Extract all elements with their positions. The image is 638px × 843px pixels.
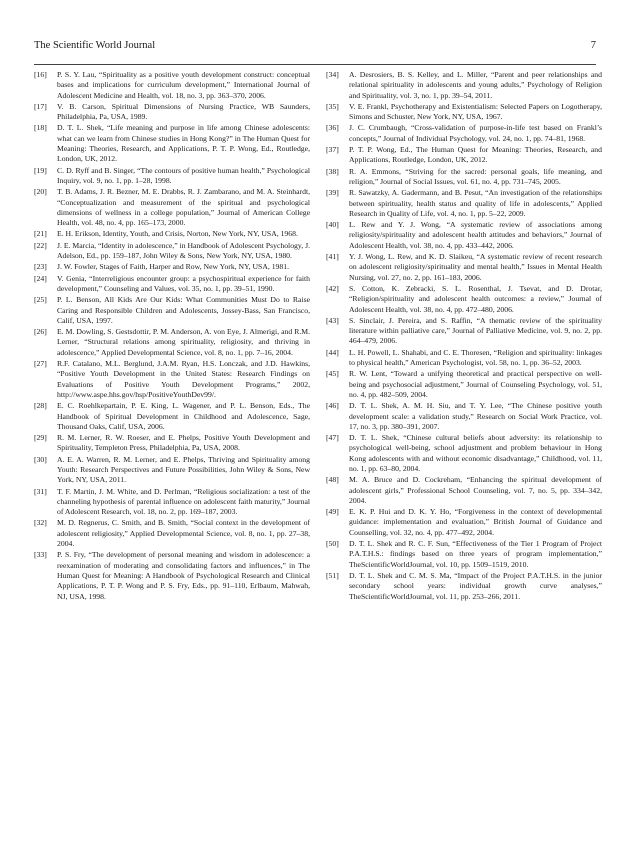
reference-entry	[326, 571, 602, 602]
reference-number: [46]	[326, 401, 339, 411]
reference-text: P. S. Y. Lau, “Spirituality as a positive youth development construct: conceptual bases and implications for curriculum development,” International Journal of Adolescent Medicine and Health, vol. 18, no. 3, pp. 363–370, 2006.	[57, 70, 310, 100]
reference-entry	[326, 401, 602, 432]
reference-text: E. C. Roehlkepartain, P. E. King, L. Wagener, and P. L. Benson, Eds., The Handbook of Spiritual Development in Childhood and Adolescence, Sage, Thousand Oaks, Calif, USA, 2006.	[57, 401, 310, 431]
reference-text: D. T. L. Shek and R. C. F. Sun, “Effectiveness of the Tier 1 Program of Project P.A.T.H.S.: findings based on three years of program implementation,” TheScientificWorldJournal, vol. 10, pp. 1509–1519, 2010.	[349, 539, 602, 569]
reference-number: [30]	[34, 454, 47, 464]
reference-number: [16]	[34, 70, 47, 79]
reference-entry	[34, 102, 310, 123]
reference-entry	[34, 433, 310, 454]
reference-entry	[34, 241, 310, 262]
reference-entry	[326, 507, 602, 538]
reference-entry	[34, 166, 310, 187]
reference-number: [38]	[326, 166, 339, 176]
reference-entry	[326, 252, 602, 283]
reference-entry	[326, 369, 602, 400]
reference-number: [33]	[34, 550, 47, 560]
reference-number: [24]	[34, 273, 47, 283]
reference-number: [28]	[34, 401, 47, 411]
reference-text: Y. J. Wong, L. Rew, and K. D. Slaikeu, “A systematic review of recent research on adolescent religiosity/spirituality and mental health,” Issues in Mental Health Nursing, vol. 27, no. 2, pp. 161–183, 2006.	[349, 252, 602, 282]
reference-number: [31]	[34, 486, 47, 496]
reference-number: [45]	[326, 369, 339, 379]
reference-entry	[34, 70, 310, 101]
reference-text: J. E. Marcia, “Identity in adolescence,” in Handbook of Adolescent Psychology, J. Adelson, Ed., pp. 159–187, John Wiley & Sons, New York, NY, USA, 1980.	[57, 240, 310, 261]
reference-number: [25]	[34, 295, 47, 305]
reference-text: D. T. L. Shek, “Life meaning and purpose in life among Chinese adolescents: what can we learn from Chinese studies in Hong Kong?” in The Human Quest for Meaning: Theories, Research, and Applications, P. T. P. Wong, Ed., Routledge, London, UK, 2012.	[57, 123, 310, 164]
reference-entry	[34, 123, 310, 164]
reference-number: [39]	[326, 188, 339, 198]
reference-entry	[34, 274, 310, 295]
reference-entry	[34, 518, 310, 549]
reference-number: [20]	[34, 187, 47, 197]
reference-number: [48]	[326, 475, 339, 485]
reference-number: [34]	[326, 70, 339, 79]
reference-entry	[326, 475, 602, 506]
reference-number: [22]	[34, 240, 47, 250]
reference-number: [26]	[34, 327, 47, 337]
reference-number: [32]	[34, 518, 47, 528]
reference-text: T. B. Adams, J. R. Bezner, M. E. Drabbs, R. J. Zambarano, and M. A. Steinhardt, “Conceptualization and measurement of the spiritual and psychological dimensions of wellness in a college population,” Journal of American College Health, vol. 48, no. 4, pp. 165–173, 2000.	[57, 187, 310, 228]
reference-text: T. F. Martin, J. M. White, and D. Perlman, “Religious socialization: a test of the channeling hypothesis of parental influence on adolescent faith maturity,” Journal of Adolescent Research, vol. 18, no. 2, pp. 169–187, 2003.	[57, 486, 310, 517]
reference-entry	[34, 455, 310, 486]
reference-number: [47]	[326, 433, 339, 443]
reference-text: D. T. L. Shek and C. M. S. Ma, “Impact of the Project P.A.T.H.S. in the junior secondary school years: individual growth curve analyses,” TheScientificWorldJournal, vol. 11, pp. 253–266, 2011.	[349, 570, 602, 601]
reference-number: [23]	[34, 262, 47, 272]
reference-text: A. Desrosiers, B. S. Kelley, and L. Miller, “Parent and peer relationships and relational spirituality in adolescents and young adults,” Psychology of Religion and Spirituality, vol. 3, no. 1, pp. 39–54, 2011.	[349, 70, 602, 100]
reference-text: R.F. Catalano, M.L. Berglund, J.A.M. Ryan, H.S. Lonczak, and J.D. Hawkins, “Positive Youth Development in the United States: Research Findings on Evaluations of Positive Youth Development Programs,” 2002, http://www.aspe.hhs.gov/hsp/PositiveYouthDev99/.	[57, 359, 310, 399]
reference-entry	[326, 123, 602, 144]
reference-entry	[34, 187, 310, 228]
reference-entry	[326, 188, 602, 219]
reference-number: [40]	[326, 220, 339, 230]
reference-text: D. T. L. Shek, A. M. H. Siu, and T. Y. Lee, “The Chinese positive youth development scale: a validation study,” Research on Social Work Practice, vol. 17, no. 3, pp. 380–391, 2007.	[349, 401, 602, 431]
reference-entry	[326, 167, 602, 188]
reference-text: V. B. Carson, Spiritual Dimensions of Nursing Practice, WB Saunders, Philadelphia, Pa, USA, 1989.	[57, 101, 310, 122]
reference-entry	[326, 220, 602, 251]
reference-number: [37]	[326, 145, 339, 155]
reference-entry	[34, 487, 310, 518]
reference-number: [44]	[326, 347, 339, 357]
reference-text: L. H. Powell, L. Shahabi, and C. E. Thoresen, “Religion and spirituality: linkages to physical health,” American Psychologist, vol. 58, no. 1, pp. 36–52, 2003.	[349, 347, 602, 368]
reference-text: R. A. Emmons, “Striving for the sacred: personal goals, life meaning, and religion,” Journal of Social Issues, vol. 61, no. 4, pp. 731–745, 2005.	[349, 166, 602, 186]
reference-entry	[34, 327, 310, 358]
reference-text: E. M. Dowling, S. Gestsdottir, P. M. Anderson, A. von Eye, J. Almerigi, and R.M. Lerner, “Structural relations among spirituality, religiosity, and thriving in adolescence,” Applied Developmental Science, vol. 8, no. 1, pp. 7–16, 2004.	[57, 327, 310, 357]
reference-entry	[34, 550, 310, 601]
reference-number: [18]	[34, 123, 47, 133]
reference-entry	[326, 145, 602, 166]
reference-number: [43]	[326, 315, 339, 325]
reference-number: [27]	[34, 359, 47, 369]
reference-text: S. Cotton, K. Zebracki, S. L. Rosenthal, J. Tsevat, and D. Drotar, “Religion/spirituality and adolescent health outcomes: a review,” Journal of Adolescent Health, vol. 38, no. 4, pp. 472–480, 2006.	[349, 283, 602, 314]
reference-text: V. E. Frankl, Psychotherapy and Existentialism: Selected Papers on Logotherapy, Simons and Schuster, New York, NY, USA, 1967.	[349, 101, 602, 122]
reference-text: L. Rew and Y. J. Wong, “A systematic review of associations among religiosity/spirituality and adolescent health attitudes and behaviors,” Journal of Adolescent Health, vol. 38, no. 4, pp. 433–442, 2006.	[349, 220, 602, 250]
reference-entry	[326, 102, 602, 123]
reference-text: M. A. Bruce and D. Cockreham, “Enhancing the spiritual development of adolescent girls,” Professional School Counseling, vol. 7, no. 5, pp. 334–342, 2004.	[349, 475, 602, 505]
reference-text: D. T. L. Shek, “Chinese cultural beliefs about adversity: its relationship to psychological well-being, school adjustment and problem behaviour in Hong Kong adolescents with and without economic disadvantage,” Childhood, vol. 11, no. 1, pp. 63–80, 2004.	[349, 433, 602, 473]
reference-text: R. Sawatzky, A. Gadermann, and B. Pesut, “An investigation of the relationships between spirituality, health status and quality of life in adolescents,” Applied Research in Quality of Life, vol. 4, no. 1, pp. 5–22, 2009.	[349, 188, 602, 218]
reference-entry	[326, 539, 602, 570]
reference-text: V. Genia, “Interreligious encounter group: a psychospiritual experience for faith development,” Counseling and Values, vol. 35, no. 1, pp. 39–51, 1990.	[57, 273, 310, 293]
reference-text: R. M. Lerner, R. W. Roeser, and E. Phelps, Positive Youth Development and Spirituality, Templeton Press, Philadelphia, Pa, USA, 2008.	[57, 433, 310, 453]
reference-number: [19]	[34, 165, 47, 175]
reference-entry	[34, 359, 310, 400]
references-left-column	[34, 70, 310, 603]
reference-text: J. C. Crumbaugh, “Cross-validation of purpose-in-life test based on Frankl’s concepts,” Journal of Individual Psychology, vol. 24, no. 1, pp. 74–81, 1968.	[349, 123, 602, 143]
reference-text: P. T. P. Wong, Ed., The Human Quest for Meaning: Theories, Research, and Applications, Routledge, London, UK, 2012.	[349, 145, 602, 165]
reference-text: C. D. Ryff and B. Singer, “The contours of positive human health,” Psychological Inquiry, vol. 9, no. 1, pp. 1–28, 1998.	[57, 165, 310, 185]
reference-entry	[326, 433, 602, 474]
reference-text: E. K. P. Hui and D. K. Y. Ho, “Forgiveness in the context of developmental guidance: implementation and evaluation,” British Journal of Guidance and Counselling, vol. 32, no. 4, pp. 477–492, 2004.	[349, 507, 602, 537]
reference-number: [42]	[326, 283, 339, 293]
reference-entry	[34, 229, 310, 239]
references-right-column	[326, 70, 602, 603]
reference-text: R. W. Lent, “Toward a unifying theoretical and practical perspective on well-being and psychosocial adjustment,” Journal of Counseling Psychology, vol. 51, no. 4, pp. 482–509, 2004.	[349, 369, 602, 399]
reference-number: [49]	[326, 507, 339, 517]
reference-number: [17]	[34, 101, 47, 111]
reference-entry	[34, 262, 310, 272]
reference-number: [51]	[326, 570, 339, 580]
reference-text: P. S. Fry, “The development of personal meaning and wisdom in adolescence: a reexamination of moderating and consolidating factors and influences,” in The Human Quest for Meaning: A Handbook of Psychological Research and Clinical Applications, P. T. P. Wong and P. S. Fry, Eds., pp. 91–110, Erlbaum, Mahwah, NJ, USA, 1998.	[57, 550, 310, 601]
reference-number: [29]	[34, 433, 47, 443]
reference-entry	[326, 348, 602, 369]
reference-entry	[326, 70, 602, 101]
reference-text: J. W. Fowler, Stages of Faith, Harper and Row, New York, NY, USA, 1981.	[57, 262, 290, 272]
reference-text: A. E. A. Warren, R. M. Lerner, and E. Phelps, Thriving and Spirituality among Youth: Research Perspectives and Future Possibilities, John Wiley & Sons, New York, NY, USA, 2011.	[57, 454, 310, 485]
reference-number: [35]	[326, 101, 339, 111]
reference-number: [41]	[326, 252, 339, 262]
reference-number: [50]	[326, 539, 339, 549]
reference-number: [21]	[34, 229, 47, 239]
reference-text: E. H. Erikson, Identity, Youth, and Crisis, Norton, New York, NY, USA, 1968.	[57, 229, 298, 239]
reference-entry	[326, 316, 602, 347]
reference-text: S. Sinclair, J. Pereira, and S. Raffin, “A thematic review of the spirituality literature within palliative care,” Journal of Palliative Medicine, vol. 9, no. 2, pp. 464–479, 2006.	[349, 315, 602, 346]
reference-text: M. D. Regnerus, C. Smith, and B. Smith, “Social context in the development of adolescent religiosity,” Applied Developmental Science, vol. 8, no. 1, pp. 27–38, 2004.	[57, 518, 310, 549]
reference-text: P. L. Benson, All Kids Are Our Kids: What Communities Must Do to Raise Caring and Responsible Children and Adolescents, Jossey-Bass, San Francisco, Calif, USA, 1997.	[57, 295, 310, 325]
reference-entry	[34, 401, 310, 432]
header-rule	[34, 64, 596, 65]
page-number: 7	[590, 40, 596, 51]
journal-title: The Scientific World Journal	[34, 40, 156, 51]
reference-number: [36]	[326, 123, 339, 133]
reference-entry	[34, 295, 310, 326]
running-header	[34, 40, 596, 60]
reference-entry	[326, 284, 602, 315]
